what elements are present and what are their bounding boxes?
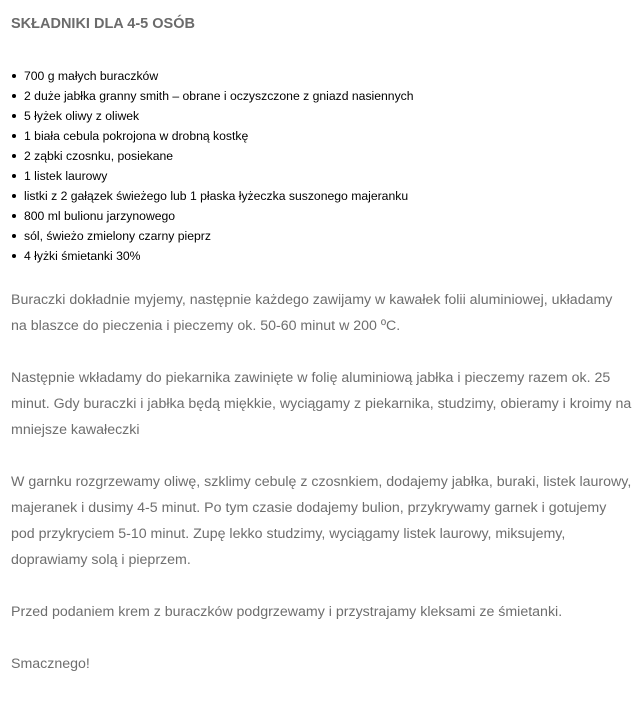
- bullet-icon: [12, 234, 16, 238]
- bullet-icon: [12, 174, 16, 178]
- bullet-icon: [12, 94, 16, 98]
- ingredient-text: 2 ząbki czosnku, posiekane: [24, 149, 174, 163]
- ingredient-item: [11, 206, 636, 226]
- ingredient-text: sól, świeżo zmielony czarny pieprz: [24, 229, 211, 243]
- ingredient-text: 700 g małych buraczków: [24, 69, 159, 83]
- ingredient-item: [11, 226, 636, 246]
- bullet-icon: [12, 214, 16, 218]
- bullet-icon: [12, 154, 16, 158]
- ingredient-text: 5 łyżek oliwy z oliwek: [24, 109, 140, 123]
- ingredient-item: [11, 166, 636, 186]
- ingredients-heading: SKŁADNIKI DLA 4-5 OSÓB: [11, 16, 195, 32]
- ingredient-item: [11, 86, 636, 106]
- bullet-icon: [12, 254, 16, 258]
- ingredients-list: [11, 66, 636, 266]
- instruction-paragraph-roast-beets: Buraczki dokładnie myjemy, następnie każdego zawijamy w kawałek folii aluminiowej, układamy na blaszce do pieczenia i pieczemy ok. 50-60 minut w 200 ºC.: [11, 292, 613, 334]
- bullet-icon: [12, 134, 16, 138]
- instruction-paragraph-cook-soup: W garnku rozgrzewamy oliwę, szklimy cebulę z czosnkiem, dodajemy jabłka, buraki, listek laurowy, majeranek i dusimy 4-5 minut. Po tym czasie dodajemy bulion, przykrywamy garnek i gotujemy pod przykryciem 5-10 minut. Zupę lekko studzimy, wyciągamy listek laurowy, miksujemy, doprawiamy solą i pieprzem.: [11, 474, 632, 568]
- ingredient-text: 2 duże jabłka granny smith – obrane i oczyszczone z gniazd nasiennych: [24, 89, 414, 103]
- ingredient-text: 800 ml bulionu jarzynowego: [24, 209, 176, 223]
- bullet-icon: [12, 74, 16, 78]
- closing-greeting: Smacznego!: [11, 656, 90, 672]
- ingredient-item: [11, 146, 636, 166]
- bullet-icon: [12, 114, 16, 118]
- instruction-paragraph-roast-apples: Następnie wkładamy do piekarnika zawinięte w folię aluminiową jabłka i pieczemy razem ok. 25 minut. Gdy buraczki i jabłka będą miękkie, wyciągamy z piekarnika, studzimy, obieramy i kroimy na mniejsze kawałeczki: [11, 370, 632, 438]
- ingredient-text: 1 listek laurowy: [24, 169, 108, 183]
- ingredient-item: [11, 126, 636, 146]
- bullet-icon: [12, 194, 16, 198]
- ingredient-text: listki z 2 gałązek świeżego lub 1 płaska łyżeczka suszonego majeranku: [24, 189, 409, 203]
- ingredient-text: 4 łyżki śmietanki 30%: [24, 249, 141, 263]
- ingredient-item: [11, 246, 636, 266]
- ingredient-item: [11, 106, 636, 126]
- ingredient-text: 1 biała cebula pokrojona w drobną kostkę: [24, 129, 249, 143]
- ingredient-item: [11, 66, 636, 86]
- ingredient-item: [11, 186, 636, 206]
- instruction-paragraph-serving: Przed podaniem krem z buraczków podgrzewamy i przystrajamy kleksami ze śmietanki.: [11, 604, 563, 620]
